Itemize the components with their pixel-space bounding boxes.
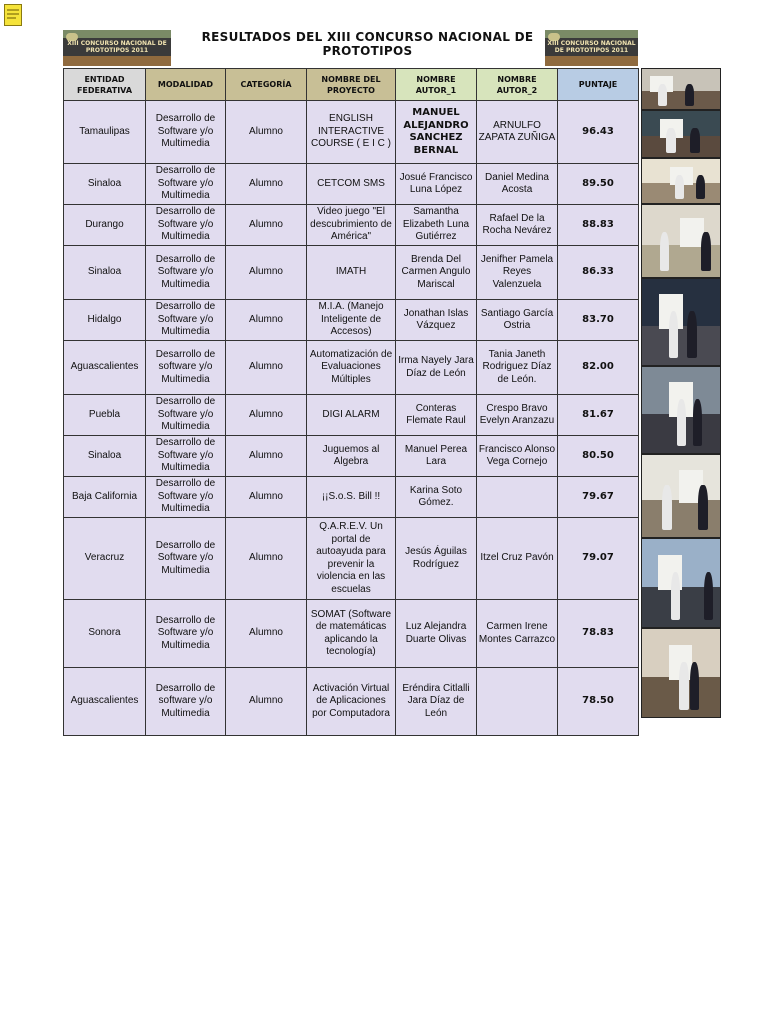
cell-autor2: Rafael De la Rocha Nevárez: [477, 205, 558, 246]
event-photo: [641, 110, 721, 158]
cell-autor2: ARNULFO ZAPATA ZUÑIGA: [477, 101, 558, 164]
cell-autor1: Karina Soto Gómez.: [396, 477, 477, 518]
header-categoria: CATEGORÍA: [226, 69, 307, 101]
header-entidad: ENTIDAD FEDERATIVA: [64, 69, 146, 101]
cell-categoria: Alumno: [226, 436, 307, 477]
cell-autor1: MANUEL ALEJANDRO SANCHEZ BERNAL: [396, 101, 477, 164]
cell-entidad: Durango: [64, 205, 146, 246]
cell-autor1: Conteras Flemate Raul: [396, 395, 477, 436]
cell-categoria: Alumno: [226, 164, 307, 205]
cell-autor2: Francisco Alonso Vega Cornejo: [477, 436, 558, 477]
cell-categoria: Alumno: [226, 600, 307, 668]
contest-banner-left: [63, 30, 171, 66]
cell-autor1: Manuel Perea Lara: [396, 436, 477, 477]
header-puntaje: PUNTAJE: [558, 69, 639, 101]
cell-autor2: Itzel Cruz Pavón: [477, 518, 558, 600]
cell-autor1: Irma Nayely Jara Díaz de León: [396, 341, 477, 395]
table-row: [64, 300, 639, 341]
cell-puntaje: 83.70: [558, 300, 639, 341]
cell-proyecto: SOMAT (Software de matemáticas aplicando la tecnología): [307, 600, 396, 668]
cell-proyecto: M.I.A. (Manejo Inteligente de Accesos): [307, 300, 396, 341]
cell-autor2: Carmen Irene Montes Carrazco: [477, 600, 558, 668]
event-photo: [641, 158, 721, 204]
cell-modalidad: Desarrollo de Software y/o Multimedia: [146, 101, 226, 164]
cell-modalidad: Desarrollo de Software y/o Multimedia: [146, 436, 226, 477]
cell-autor1: Eréndira Citlalli Jara Díaz de León: [396, 668, 477, 736]
cell-autor1: Luz Alejandra Duarte Olivas: [396, 600, 477, 668]
cell-autor1: Jonathan Islas Vázquez: [396, 300, 477, 341]
header-autor2: NOMBRE AUTOR_2: [477, 69, 558, 101]
cell-entidad: Veracruz: [64, 518, 146, 600]
table-row: [64, 668, 639, 736]
cell-autor2: Tania Janeth Rodriguez Díaz de León.: [477, 341, 558, 395]
cell-categoria: Alumno: [226, 341, 307, 395]
cell-categoria: Alumno: [226, 246, 307, 300]
page-title: RESULTADOS DEL XIII CONCURSO NACIONAL DE PROTOTIPOS: [201, 30, 534, 58]
cell-puntaje: 79.67: [558, 477, 639, 518]
cell-entidad: Sinaloa: [64, 164, 146, 205]
cell-autor2: Daniel Medina Acosta: [477, 164, 558, 205]
cell-categoria: Alumno: [226, 395, 307, 436]
event-photo: [641, 628, 721, 718]
cell-modalidad: Desarrollo de Software y/o Multimedia: [146, 205, 226, 246]
cell-modalidad: Desarrollo de Software y/o Multimedia: [146, 300, 226, 341]
table-row: [64, 205, 639, 246]
cell-autor1: Josué Francisco Luna López: [396, 164, 477, 205]
cell-modalidad: Desarrollo de software y/o Multimedia: [146, 668, 226, 736]
event-photo-strip: [641, 68, 723, 718]
event-photo: [641, 366, 721, 454]
table-row: [64, 477, 639, 518]
cell-modalidad: Desarrollo de Software y/o Multimedia: [146, 246, 226, 300]
event-photo: [641, 538, 721, 628]
cell-proyecto: Video juego "El descubrimiento de América": [307, 205, 396, 246]
cell-autor2: Crespo Bravo Evelyn Aranzazu: [477, 395, 558, 436]
header-autor1: NOMBRE AUTOR_1: [396, 69, 477, 101]
cell-proyecto: IMATH: [307, 246, 396, 300]
cell-autor1: Brenda Del Carmen Angulo Mariscal: [396, 246, 477, 300]
table-row: [64, 164, 639, 205]
cell-proyecto: DIGI ALARM: [307, 395, 396, 436]
sticky-note-icon[interactable]: [4, 4, 22, 26]
table-row: [64, 395, 639, 436]
cell-puntaje: 78.83: [558, 600, 639, 668]
results-table: [63, 68, 639, 736]
cell-proyecto: ¡¡S.o.S. Bill !!: [307, 477, 396, 518]
cell-entidad: Sinaloa: [64, 246, 146, 300]
cell-modalidad: Desarrollo de software y/o Multimedia: [146, 341, 226, 395]
cell-puntaje: 80.50: [558, 436, 639, 477]
cell-entidad: Aguascalientes: [64, 341, 146, 395]
cell-proyecto: ENGLISH INTERACTIVE COURSE ( E I C ): [307, 101, 396, 164]
event-photo: [641, 204, 721, 278]
cell-categoria: Alumno: [226, 668, 307, 736]
cell-puntaje: 96.43: [558, 101, 639, 164]
cell-autor2: [477, 668, 558, 736]
cell-puntaje: 86.33: [558, 246, 639, 300]
cell-entidad: Hidalgo: [64, 300, 146, 341]
header-row: [64, 69, 639, 101]
cell-puntaje: 79.07: [558, 518, 639, 600]
header-proyecto: NOMBRE DEL PROYECTO: [307, 69, 396, 101]
contest-banner-right: [545, 30, 638, 66]
cell-entidad: Aguascalientes: [64, 668, 146, 736]
cell-categoria: Alumno: [226, 518, 307, 600]
cell-proyecto: Activación Virtual de Aplicaciones por Computadora: [307, 668, 396, 736]
cell-entidad: Baja California: [64, 477, 146, 518]
table-row: [64, 600, 639, 668]
cell-entidad: Tamaulipas: [64, 101, 146, 164]
cell-modalidad: Desarrollo de Software y/o Multimedia: [146, 164, 226, 205]
cell-puntaje: 78.50: [558, 668, 639, 736]
cell-autor2: [477, 477, 558, 518]
table-row: [64, 436, 639, 477]
cell-modalidad: Desarrollo de Software y/o Multimedia: [146, 477, 226, 518]
cell-categoria: Alumno: [226, 205, 307, 246]
table-row: [64, 101, 639, 164]
header-modalidad: MODALIDAD: [146, 69, 226, 101]
cell-modalidad: Desarrollo de Software y/o Multimedia: [146, 518, 226, 600]
cell-proyecto: Automatización de Evaluaciones Múltiples: [307, 341, 396, 395]
cell-puntaje: 82.00: [558, 341, 639, 395]
event-photo: [641, 454, 721, 538]
cell-modalidad: Desarrollo de Software y/o Multimedia: [146, 395, 226, 436]
cell-autor1: Jesús Águilas Rodríguez: [396, 518, 477, 600]
cell-autor1: Samantha Elizabeth Luna Gutiérrez: [396, 205, 477, 246]
cell-autor2: Santiago García Ostria: [477, 300, 558, 341]
cell-proyecto: CETCOM SMS: [307, 164, 396, 205]
cell-modalidad: Desarrollo de Software y/o Multimedia: [146, 600, 226, 668]
cell-entidad: Puebla: [64, 395, 146, 436]
event-photo: [641, 278, 721, 366]
cell-entidad: Sinaloa: [64, 436, 146, 477]
cell-proyecto: Q.A.R.E.V. Un portal de autoayuda para prevenir la violencia en las escuelas: [307, 518, 396, 600]
cell-categoria: Alumno: [226, 477, 307, 518]
table-row: [64, 518, 639, 600]
cell-autor2: Jenifher Pamela Reyes Valenzuela: [477, 246, 558, 300]
cell-categoria: Alumno: [226, 101, 307, 164]
table-row: [64, 246, 639, 300]
banner-text: XIII CONCURSO NACIONAL DE PROTOTIPOS 2011: [547, 40, 636, 54]
banner-text: XIII CONCURSO NACIONAL DE PROTOTIPOS 2011: [67, 40, 167, 54]
cell-entidad: Sonora: [64, 600, 146, 668]
cell-categoria: Alumno: [226, 300, 307, 341]
cell-puntaje: 88.83: [558, 205, 639, 246]
event-photo: [641, 68, 721, 110]
cell-proyecto: Juguemos al Algebra: [307, 436, 396, 477]
table-row: [64, 341, 639, 395]
cell-puntaje: 89.50: [558, 164, 639, 205]
cell-puntaje: 81.67: [558, 395, 639, 436]
